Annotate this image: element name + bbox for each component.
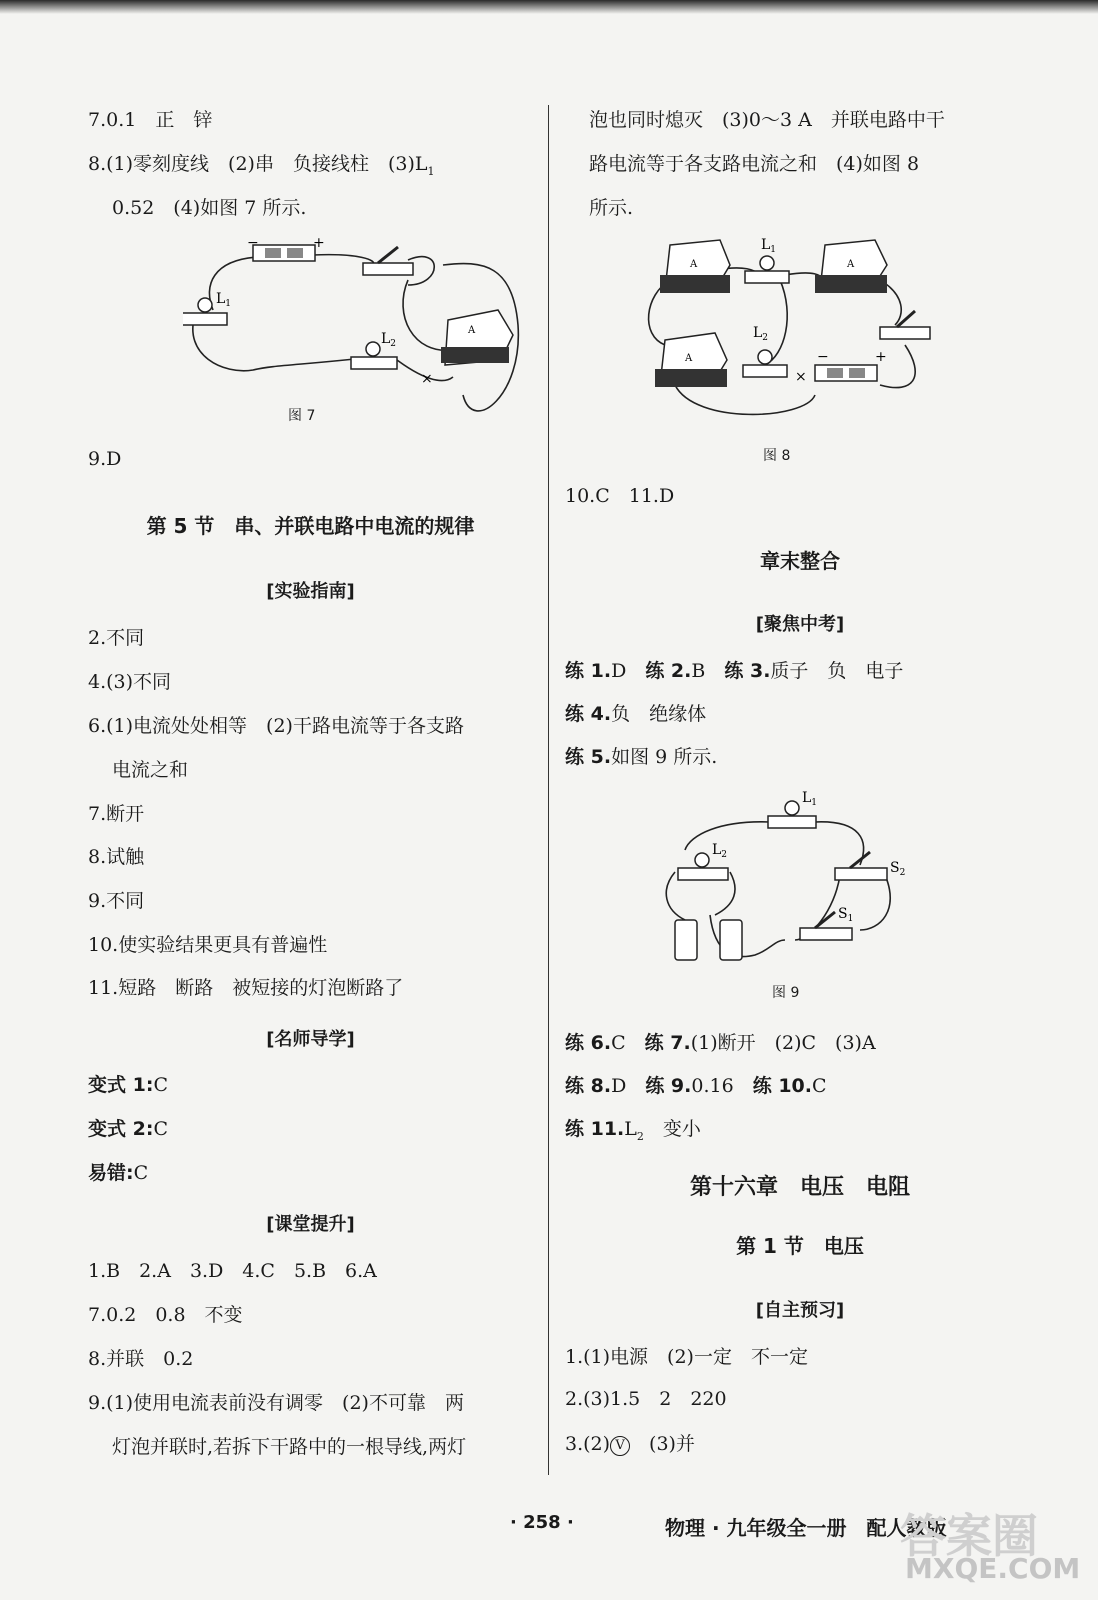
preview-2: 2.(3)1.5 2 220: [565, 1388, 727, 1410]
switch-icon: [880, 311, 930, 339]
page-number: · 258 ·: [510, 1512, 574, 1533]
bulb-l1-icon: [768, 790, 817, 828]
battery-minus-label: −: [247, 235, 259, 251]
battery-plus-label: +: [875, 349, 887, 365]
variant-1: 变式 1:C: [88, 1074, 168, 1096]
column-divider: [548, 105, 549, 1475]
preview-3: 3.(2) V (3)并: [565, 1433, 695, 1455]
common-error: 易错:C: [88, 1162, 149, 1184]
preview-1: 1.(1)电源 (2)一定 不一定: [565, 1346, 808, 1368]
switch-s2-label: $S_2$: [890, 860, 906, 878]
exp-7: 7.断开: [88, 803, 145, 825]
ammeter-bottom-label: A: [685, 353, 693, 364]
heading-exam-focus: [聚焦中考]: [755, 614, 845, 635]
ammeter-icon: [815, 240, 887, 293]
bulb-l2-label: $L_2$: [753, 325, 769, 343]
practice-4: 练 4.负 绝缘体: [565, 703, 707, 725]
figure-8-circuit: [635, 235, 935, 430]
chapter-16-title: 第十六章 电压 电阻: [689, 1175, 910, 1200]
battery-icon: [815, 349, 887, 381]
answer-8: 8.(1)零刻度线 (2)串 负接线柱 $(3)L_1$: [88, 153, 435, 178]
figure-9-caption: 图 9: [772, 985, 800, 1001]
answer-8-cont: 0.52 (4)如图 7 所示.: [112, 197, 307, 219]
class-9-cont-3: 路电流等于各支路电流之和 (4)如图 8: [589, 153, 920, 175]
class-9: 9.(1)使用电流表前没有调零 (2)不可靠 两: [88, 1392, 464, 1414]
heading-teacher-guide: [名师导学]: [266, 1029, 355, 1050]
cross-mark: ×: [795, 369, 807, 385]
answer-7: 7.0.1 正 锌: [88, 109, 213, 131]
ammeter-right-label: A: [847, 259, 855, 270]
watermark-logo: 答案圈: [900, 1509, 1038, 1563]
bulb-l1-label: $L_1$: [216, 291, 232, 309]
class-9-cont-2: 泡也同时熄灭 (3)0～3 A 并联电路中干: [589, 109, 945, 131]
heading-self-preview: [自主预习]: [755, 1300, 845, 1321]
book-title: 物理 · 九年级全一册 配人教版: [665, 1516, 947, 1540]
section-5-title: 第 5 节 串、并联电路中电流的规律: [146, 514, 475, 538]
bulb-l2-label: $L_2$: [712, 842, 728, 860]
bulb-l1-icon: [183, 291, 231, 325]
bulb-l2-label: $L_2$: [381, 331, 397, 349]
class-1-6: 1.B 2.A 3.D 4.C 5.B 6.A: [88, 1260, 377, 1282]
exp-11: 11.短路 断路 被短接的灯泡断路了: [88, 977, 404, 999]
answer-9: 9.D: [88, 448, 122, 470]
heading-experiment-guide: [实验指南]: [266, 581, 355, 602]
exp-8: 8.试触: [88, 846, 145, 868]
scan-edge: [0, 0, 1098, 14]
cross-mark: ×: [421, 371, 433, 387]
figure-7-caption: 图 7: [288, 408, 316, 424]
section-1-title: 第 1 节 电压: [736, 1234, 864, 1258]
exp-6: 6.(1)电流处处相等 (2)干路电流等于各支路: [88, 715, 464, 737]
switch-s2-icon: [835, 852, 905, 880]
exp-9: 9.不同: [88, 890, 145, 912]
exp-4: 4.(3)不同: [88, 671, 172, 693]
class-7: 7.0.2 0.8 不变: [88, 1304, 243, 1326]
ammeter-icon: [441, 310, 513, 365]
bulb-l2-icon: [743, 325, 787, 377]
switch-s1-label: $S_1$: [838, 906, 854, 924]
exp-10: 10.使实验结果更具有普遍性: [88, 934, 328, 956]
answer-10-11: 10.C 11.D: [565, 485, 675, 507]
watermark-url: MXQE.COM: [905, 1552, 1081, 1585]
exp-6-cont: 电流之和: [112, 759, 189, 781]
practice-1-3: 练 1.D 练 2.B 练 3.质子 负 电子: [565, 660, 904, 682]
battery-icon: [247, 235, 325, 261]
practice-8-10: 练 8.D 练 9.0.16 练 10.C: [565, 1075, 827, 1097]
ammeter-icon: [660, 240, 730, 293]
bulb-l2-icon: [351, 331, 397, 369]
battery-plus-label: +: [313, 235, 325, 251]
practice-11: 练 $11.L_2$ 变小: [565, 1118, 701, 1143]
practice-6-7: 练 6.C 练 7.(1)断开 (2)C (3)A: [565, 1032, 876, 1054]
figure-9-circuit: [660, 790, 910, 975]
voltmeter-symbol-icon: V: [610, 1436, 630, 1456]
ammeter-label: A: [468, 325, 476, 336]
heading-class-improve: [课堂提升]: [266, 1214, 355, 1235]
battery-minus-label: −: [817, 349, 829, 365]
bulb-l1-icon: [745, 237, 789, 283]
battery-cell-icon: [675, 920, 742, 960]
bulb-l1-label: $L_1$: [802, 790, 818, 808]
variant-2: 变式 2:C: [88, 1118, 168, 1140]
practice-5: 练 5.如图 9 所示.: [565, 746, 718, 768]
bulb-l1-label: $L_1$: [761, 237, 777, 255]
ammeter-top-label: A: [690, 259, 698, 270]
class-8: 8.并联 0.2: [88, 1348, 194, 1370]
class-9-cont: 灯泡并联时,若拆下干路中的一根导线,两灯: [112, 1436, 467, 1458]
exp-2: 2.不同: [88, 627, 145, 649]
ammeter-icon: [655, 333, 727, 387]
class-9-cont-4: 所示.: [589, 197, 634, 219]
figure-8-caption: 图 8: [763, 448, 791, 464]
chapter-summary-title: 章末整合: [760, 549, 840, 573]
figure-7-circuit: [183, 235, 533, 425]
